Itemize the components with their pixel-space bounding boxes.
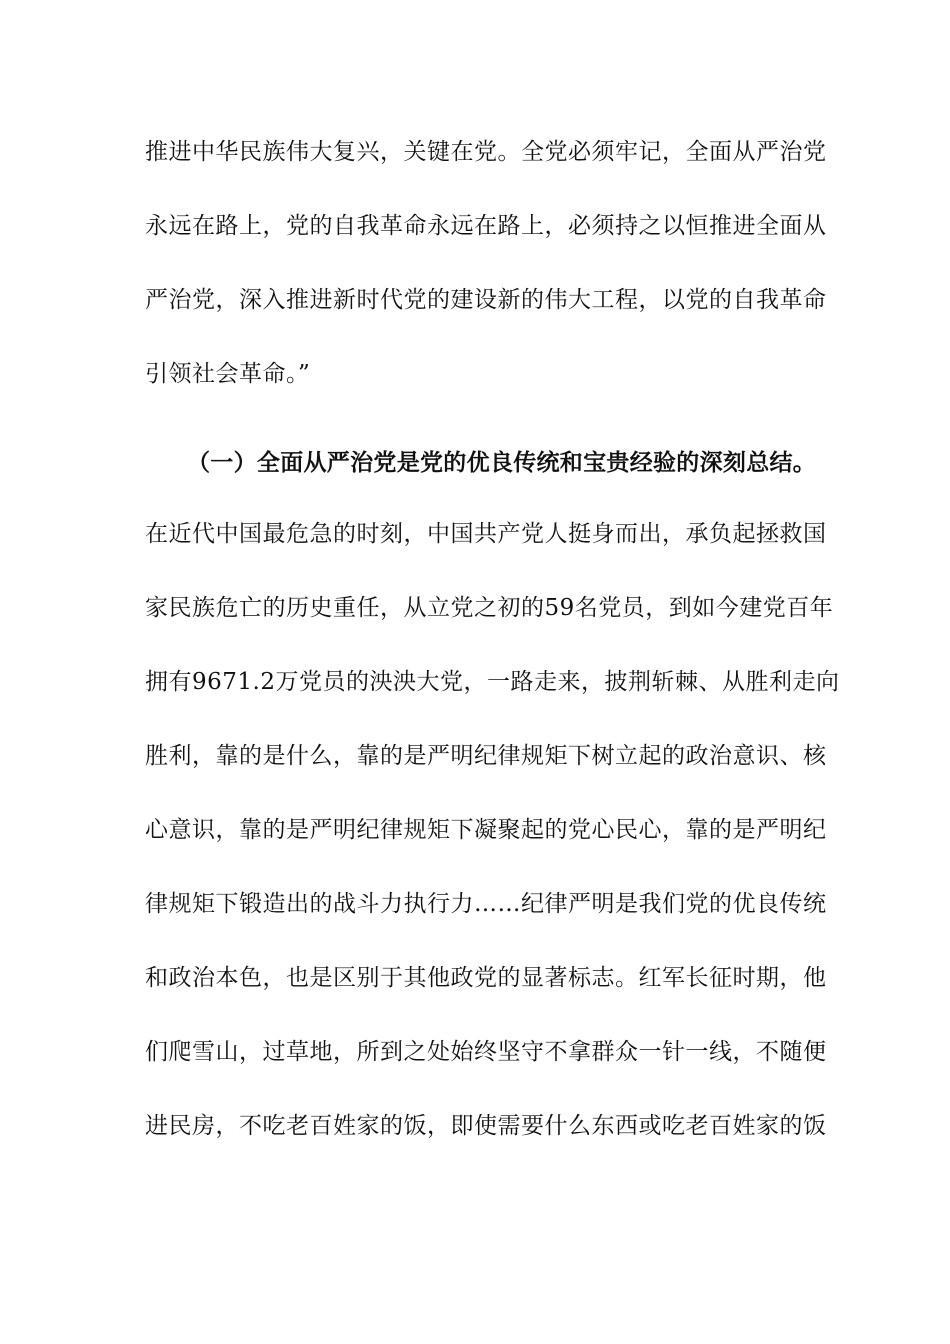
paragraph-2-line-3: 拥有9671.2万党员的泱泱大党，一路走来，披荆斩棘、从胜利走向: [145, 669, 840, 695]
paragraph-2-line-5: 心意识，靠的是严明纪律规矩下凝聚起的党心民心，靠的是严明纪: [145, 817, 827, 843]
paragraph-2-line-4: 胜利，靠的是什么，靠的是严明纪律规矩下树立起的政治意识、核: [145, 743, 827, 769]
paragraph-1-line-1: 推进中华民族伟大复兴，关键在党。全党必须牢记，全面从严治党: [145, 139, 827, 165]
paragraph-2-line-7: 和政治本色，也是区别于其他政党的显著标志。红军长征时期，他: [145, 965, 827, 991]
paragraph-1-line-2: 永远在路上，党的自我革命永远在路上，必须持之以恒推进全面从: [145, 213, 827, 239]
paragraph-1-line-4: 引领社会革命。”: [145, 361, 311, 387]
paragraph-2-line-8: 们爬雪山，过草地，所到之处始终坚守不拿群众一针一线，不随便: [145, 1039, 827, 1065]
paragraph-2-line-6: 律规矩下锻造出的战斗力执行力……纪律严明是我们党的优良传统: [145, 891, 827, 917]
paragraph-1-line-3: 严治党，深入推进新时代党的建设新的伟大工程，以党的自我革命: [145, 287, 827, 313]
paragraph-2-line-1: 在近代中国最危急的时刻，中国共产党人挺身而出，承负起拯救国: [145, 521, 827, 547]
paragraph-2-line-9: 进民房，不吃老百姓家的饭，即使需要什么东西或吃老百姓家的饭: [145, 1113, 827, 1139]
section-heading: （一）全面从严治党是党的优良传统和宝贵经验的深刻总结。: [187, 449, 817, 476]
paragraph-2-line-2: 家民族危亡的历史重任，从立党之初的59名党员，到如今建党百年: [145, 595, 834, 621]
